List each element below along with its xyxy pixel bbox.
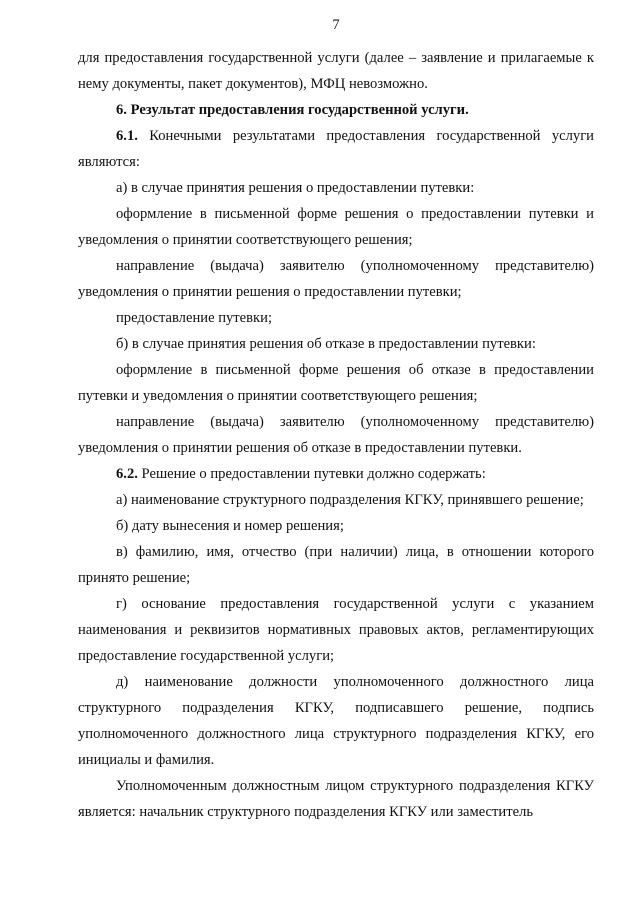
list-item: направление (выдача) заявителю (уполномоченному представителю) уведомления о принятии решения об отказе в предоставлении путевки. bbox=[78, 414, 594, 456]
page-number: 7 bbox=[332, 17, 340, 33]
paragraph-6-2 bbox=[78, 461, 594, 487]
paragraph-6-1 bbox=[78, 123, 594, 175]
list-item: г) основание предоставления государственной услуги с указанием наименования и реквизитов нормативных правовых актов, регламентирующих предоставление государственной услуги; bbox=[78, 596, 594, 664]
list-item: оформление в письменной форме решения об отказе в предоставлении путевки и уведомления о принятии соответствующего решения; bbox=[78, 362, 594, 404]
section-heading: 6. Результат предоставления государственной услуги. bbox=[116, 102, 469, 118]
list-item: а) наименование структурного подразделения КГКУ, принявшего решение; bbox=[116, 492, 584, 508]
list-item: б) дату вынесения и номер решения; bbox=[116, 518, 344, 534]
list-item: б) в случае принятия решения об отказе в предоставлении путевки: bbox=[116, 336, 536, 352]
clause-text: Решение о предоставлении путевки должно содержать: bbox=[137, 466, 486, 482]
list-item: д) наименование должности уполномоченного должностного лица структурного подразделения КГКУ, подписавшего решение, подпись уполномоченного должностного лица структурного подразделения КГКУ, его инициалы и фамилия. bbox=[78, 674, 594, 768]
paragraph-continuation: для предоставления государственной услуги (далее – заявление и прилагаемые к нему документы, пакет документов), МФЦ невозможно. bbox=[78, 50, 594, 92]
list-item: оформление в письменной форме решения о предоставлении путевки и уведомления о принятии соответствующего решения; bbox=[78, 206, 594, 248]
clause-number: 6.2. bbox=[116, 466, 138, 482]
list-item: в) фамилию, имя, отчество (при наличии) лица, в отношении которого принято решение; bbox=[78, 544, 594, 586]
list-item: а) в случае принятия решения о предоставлении путевки: bbox=[116, 180, 475, 196]
list-item: направление (выдача) заявителю (уполномоченному представителю) уведомления о принятии решения о предоставлении путевки; bbox=[78, 258, 594, 300]
clause-number: 6.1. bbox=[116, 128, 138, 144]
clause-text: Конечными результатами предоставления государственной услуги являются: bbox=[78, 128, 594, 170]
list-item: предоставление путевки; bbox=[116, 310, 272, 326]
paragraph-continues-next-page: Уполномоченным должностным лицом структурного подразделения КГКУ является: начальник структурного подразделения КГКУ или заместитель bbox=[78, 778, 594, 820]
